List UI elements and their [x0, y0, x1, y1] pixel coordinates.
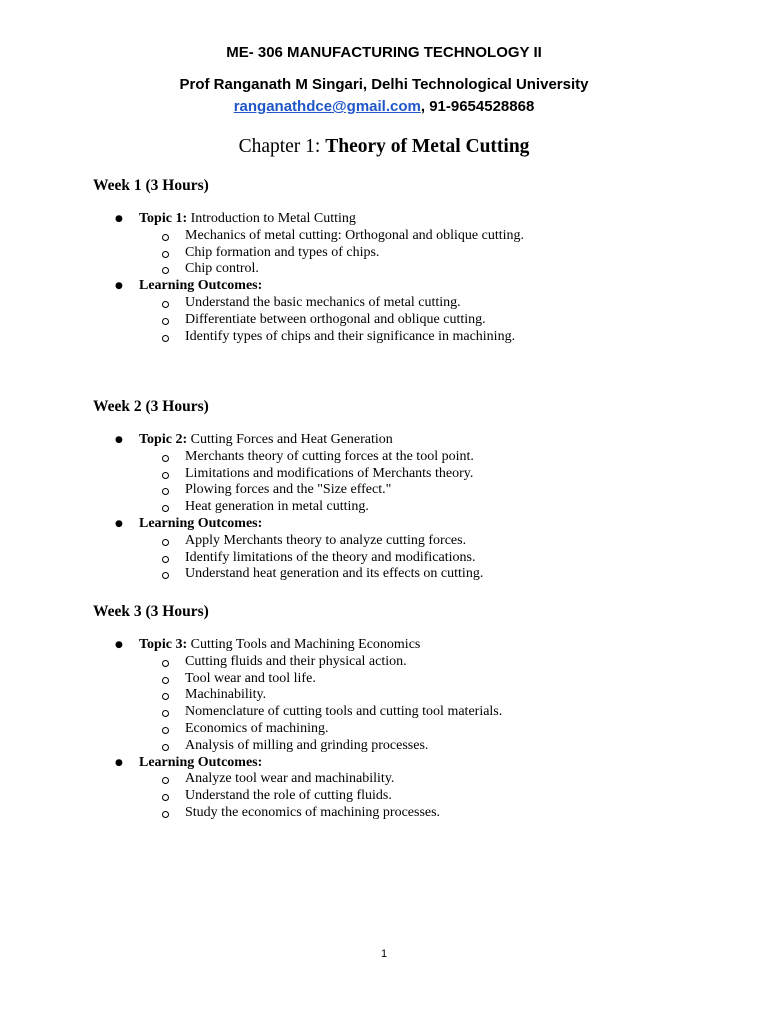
circle-bullet-icon — [162, 744, 169, 751]
list-item: Tool wear and tool life. — [185, 670, 316, 686]
circle-bullet-icon — [162, 727, 169, 734]
outcomes-line-label: Learning Outcomes: — [139, 278, 263, 294]
circle-bullet-icon — [162, 710, 169, 717]
list-item: Heat generation in metal cutting. — [185, 499, 369, 515]
outcomes-line — [139, 278, 262, 294]
outcomes-line — [139, 755, 262, 771]
topic-line-text: Cutting Forces and Heat Generation — [187, 432, 393, 447]
topic-line-label: Topic 2: — [139, 432, 188, 447]
circle-bullet-icon — [162, 251, 169, 258]
outcomes-line-label: Learning Outcomes: — [139, 516, 263, 531]
topic-line — [139, 211, 356, 227]
topic-line-label: Topic 3: — [139, 637, 188, 652]
circle-bullet-icon — [162, 539, 169, 546]
list-item: Chip control. — [185, 261, 259, 277]
bullet-icon: ● — [115, 519, 123, 529]
list-item: Limitations and modifications of Merchants theory. — [185, 465, 474, 481]
circle-bullet-icon — [162, 318, 169, 325]
course-title: ME- 306 MANUFACTURING TECHNOLOGY II — [226, 44, 542, 61]
list-item: Identify limitations of the theory and modifications. — [185, 549, 476, 565]
chapter-prefix: Chapter 1: — [238, 136, 326, 157]
email-link[interactable]: ranganathdce@gmail.com — [233, 98, 421, 115]
circle-bullet-icon — [162, 335, 169, 342]
list-item: Plowing forces and the "Size effect." — [185, 482, 392, 498]
list-item: Apply Merchants theory to analyze cutting forces. — [185, 532, 467, 548]
bullet-icon: ● — [115, 214, 123, 224]
page-number: 1 — [380, 948, 388, 960]
circle-bullet-icon — [162, 234, 169, 241]
list-item: Nomenclature of cutting tools and cutting tool materials. — [185, 704, 503, 720]
list-item: Economics of machining. — [185, 721, 329, 736]
circle-bullet-icon — [162, 505, 169, 512]
list-item: Mechanics of metal cutting: Orthogonal and oblique cutting. — [185, 227, 525, 243]
circle-bullet-icon — [162, 301, 169, 308]
chapter-title: Theory of Metal Cutting — [325, 136, 530, 157]
professor-line: Prof Ranganath M Singari, Delhi Technological University — [179, 76, 589, 93]
list-item: Study the economics of machining processes. — [185, 805, 441, 820]
topic-line-text: Cutting Tools and Machining Economics — [187, 637, 421, 652]
week-heading: Week 3 (3 Hours) — [93, 603, 209, 620]
circle-bullet-icon — [162, 572, 169, 579]
bullet-icon: ● — [115, 757, 123, 768]
list-item: Analysis of milling and grinding processes. — [185, 737, 429, 753]
bullet-icon: ● — [115, 435, 123, 445]
circle-bullet-icon — [162, 472, 169, 479]
contact-line — [0, 98, 768, 115]
outcomes-line-label: Learning Outcomes: — [139, 754, 263, 770]
list-item: Chip formation and types of chips. — [185, 244, 380, 260]
circle-bullet-icon — [162, 267, 169, 274]
circle-bullet-icon — [162, 677, 169, 684]
list-item: Differentiate between orthogonal and oblique cutting. — [185, 311, 486, 327]
topic-line-label: Topic 1: — [139, 211, 188, 226]
week-heading: Week 2 (3 Hours) — [93, 398, 209, 415]
list-item: Analyze tool wear and machinability. — [185, 771, 395, 787]
topic-line — [139, 637, 420, 653]
list-item: Identify types of chips and their significance in machining. — [185, 328, 516, 344]
list-item: Merchants theory of cutting forces at the tool point. — [185, 448, 474, 464]
bullet-icon: ● — [115, 281, 123, 292]
list-item: Machinability. — [185, 687, 267, 703]
list-item: Understand heat generation and its effects on cutting. — [185, 566, 484, 582]
circle-bullet-icon — [162, 777, 169, 784]
circle-bullet-icon — [162, 794, 169, 801]
week-heading: Week 1 (3 Hours) — [93, 177, 209, 194]
circle-bullet-icon — [162, 660, 169, 667]
circle-bullet-icon — [162, 693, 169, 700]
phone-number: , 91-9654528868 — [420, 98, 535, 115]
list-item: Understand the basic mechanics of metal cutting. — [185, 295, 461, 310]
circle-bullet-icon — [162, 455, 169, 462]
topic-line-text: Introduction to Metal Cutting — [187, 211, 356, 226]
list-item: Understand the role of cutting fluids. — [185, 788, 392, 804]
circle-bullet-icon — [162, 488, 169, 495]
chapter-heading — [0, 136, 768, 158]
outcomes-line — [139, 516, 262, 532]
circle-bullet-icon — [162, 556, 169, 563]
list-item: Cutting fluids and their physical action. — [185, 653, 407, 669]
bullet-icon: ● — [115, 640, 123, 650]
circle-bullet-icon — [162, 811, 169, 818]
topic-line — [139, 432, 393, 448]
